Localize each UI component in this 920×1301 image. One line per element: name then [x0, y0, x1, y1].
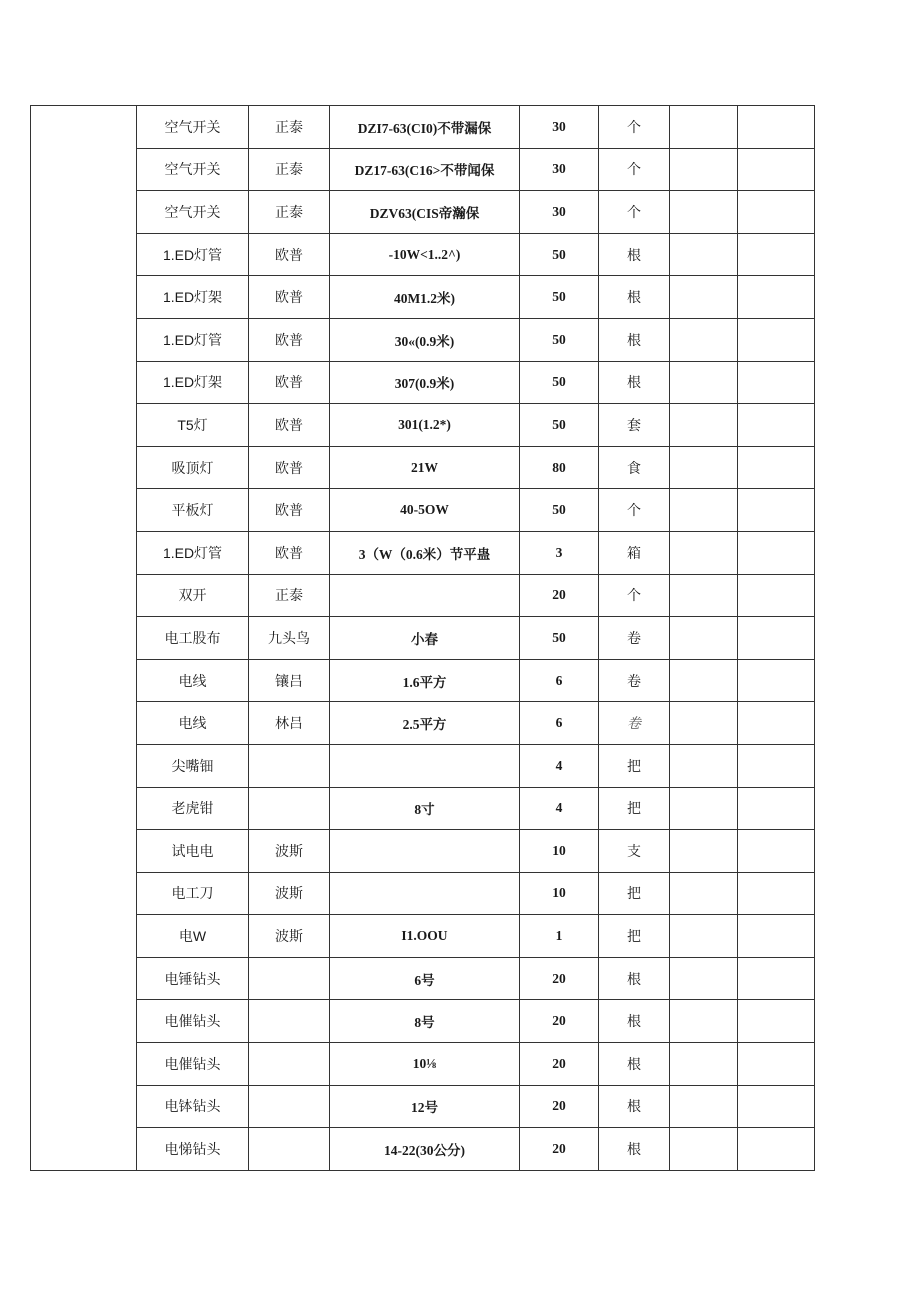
spec-cell: 12号	[330, 1085, 520, 1128]
quantity-cell: 80	[520, 446, 599, 489]
quantity-cell: 6	[520, 702, 599, 745]
price-cell	[670, 787, 738, 830]
brand-cell	[249, 744, 330, 787]
table-row	[31, 531, 815, 574]
spec-cell: 小春	[330, 617, 520, 660]
brand-cell: 正泰	[249, 191, 330, 234]
spec-cell: DZI7-63(CI0)不带漏保	[330, 106, 520, 149]
item-name-cell: 电工股布	[137, 617, 249, 660]
unit-cell: 根	[599, 957, 670, 1000]
price-cell	[670, 446, 738, 489]
quantity-cell: 4	[520, 787, 599, 830]
brand-cell	[249, 787, 330, 830]
table-row	[31, 191, 815, 234]
item-name-cell: 吸顶灯	[137, 446, 249, 489]
price-cell	[670, 617, 738, 660]
remark-cell	[738, 744, 815, 787]
item-name-cell: 电锤钻头	[137, 957, 249, 1000]
remark-cell	[738, 191, 815, 234]
spec-cell: 1.6平方	[330, 659, 520, 702]
item-name-cell: 双开	[137, 574, 249, 617]
table-row	[31, 574, 815, 617]
unit-cell: 个	[599, 489, 670, 532]
item-name-cell: 电工刀	[137, 872, 249, 915]
remark-cell	[738, 1043, 815, 1086]
table-row	[31, 957, 815, 1000]
materials-table-body	[31, 106, 815, 1171]
table-row	[31, 106, 815, 149]
spec-cell: 14-22(30公分)	[330, 1128, 520, 1171]
remark-cell	[738, 106, 815, 149]
price-cell	[670, 276, 738, 319]
quantity-cell: 20	[520, 1043, 599, 1086]
spec-cell: 30«(0.9米)	[330, 318, 520, 361]
brand-cell: 正泰	[249, 574, 330, 617]
remark-cell	[738, 233, 815, 276]
item-name-cell: 电催钻头	[137, 1000, 249, 1043]
price-cell	[670, 830, 738, 873]
unit-cell: 根	[599, 318, 670, 361]
remark-cell	[738, 659, 815, 702]
spec-cell: I1.OOU	[330, 915, 520, 958]
item-name-cell: T5灯	[137, 404, 249, 447]
remark-cell	[738, 1000, 815, 1043]
materials-table	[30, 105, 815, 1171]
brand-cell: 欧普	[249, 276, 330, 319]
price-cell	[670, 659, 738, 702]
spec-cell: -10W<1..2^)	[330, 233, 520, 276]
brand-cell: 欧普	[249, 446, 330, 489]
quantity-cell: 4	[520, 744, 599, 787]
unit-cell: 根	[599, 233, 670, 276]
table-row	[31, 1043, 815, 1086]
table-row	[31, 404, 815, 447]
brand-cell	[249, 1128, 330, 1171]
brand-cell: 正泰	[249, 148, 330, 191]
item-name-cell: 电线	[137, 702, 249, 745]
brand-cell: 欧普	[249, 489, 330, 532]
remark-cell	[738, 404, 815, 447]
remark-cell	[738, 361, 815, 404]
quantity-cell: 20	[520, 957, 599, 1000]
table-row	[31, 702, 815, 745]
unit-cell: 支	[599, 830, 670, 873]
price-cell	[670, 1000, 738, 1043]
spec-cell	[330, 830, 520, 873]
item-name-cell: 平板灯	[137, 489, 249, 532]
item-name-cell: 电W	[137, 915, 249, 958]
spec-cell: 8号	[330, 1000, 520, 1043]
table-row	[31, 787, 815, 830]
unit-cell: 卷	[599, 702, 670, 745]
item-name-cell: 1.ED灯架	[137, 361, 249, 404]
price-cell	[670, 106, 738, 149]
spec-cell: 301(1.2*)	[330, 404, 520, 447]
item-name-cell: 电线	[137, 659, 249, 702]
spec-cell: 2.5平方	[330, 702, 520, 745]
item-name-cell: 电钵钻头	[137, 1085, 249, 1128]
unit-cell: 个	[599, 574, 670, 617]
unit-cell: 卷	[599, 659, 670, 702]
table-row	[31, 318, 815, 361]
price-cell	[670, 191, 738, 234]
remark-cell	[738, 574, 815, 617]
table-row	[31, 744, 815, 787]
quantity-cell: 50	[520, 617, 599, 660]
price-cell	[670, 361, 738, 404]
item-name-cell: 1.ED灯管	[137, 318, 249, 361]
remark-cell	[738, 830, 815, 873]
item-name-cell: 1.ED灯管	[137, 531, 249, 574]
table-row	[31, 659, 815, 702]
price-cell	[670, 744, 738, 787]
brand-cell: 镶吕	[249, 659, 330, 702]
remark-cell	[738, 1128, 815, 1171]
price-cell	[670, 915, 738, 958]
quantity-cell: 20	[520, 1128, 599, 1171]
brand-cell: 欧普	[249, 318, 330, 361]
unit-cell: 把	[599, 915, 670, 958]
unit-cell: 套	[599, 404, 670, 447]
spec-cell	[330, 872, 520, 915]
quantity-cell: 50	[520, 404, 599, 447]
table-row	[31, 233, 815, 276]
quantity-cell: 20	[520, 574, 599, 617]
item-name-cell: 老虎钳	[137, 787, 249, 830]
table-row	[31, 276, 815, 319]
brand-cell: 欧普	[249, 233, 330, 276]
price-cell	[670, 1043, 738, 1086]
quantity-cell: 10	[520, 830, 599, 873]
unit-cell: 把	[599, 872, 670, 915]
item-name-cell: 试电电	[137, 830, 249, 873]
table-row	[31, 1000, 815, 1043]
brand-cell	[249, 1000, 330, 1043]
remark-cell	[738, 702, 815, 745]
price-cell	[670, 531, 738, 574]
unit-cell: 根	[599, 361, 670, 404]
spec-cell: DZ17-63(C16>不带闻保	[330, 148, 520, 191]
quantity-cell: 30	[520, 191, 599, 234]
unit-cell: 箱	[599, 531, 670, 574]
remark-cell	[738, 318, 815, 361]
remark-cell	[738, 915, 815, 958]
category-cell	[31, 106, 137, 1171]
unit-cell: 个	[599, 106, 670, 149]
spec-cell: 6号	[330, 957, 520, 1000]
brand-cell: 欧普	[249, 361, 330, 404]
price-cell	[670, 489, 738, 532]
quantity-cell: 20	[520, 1085, 599, 1128]
materials-sheet	[30, 105, 815, 1171]
item-name-cell: 尖嘴钿	[137, 744, 249, 787]
table-row	[31, 915, 815, 958]
quantity-cell: 10	[520, 872, 599, 915]
unit-cell: 根	[599, 1000, 670, 1043]
spec-cell	[330, 574, 520, 617]
unit-cell: 食	[599, 446, 670, 489]
unit-cell: 个	[599, 148, 670, 191]
price-cell	[670, 318, 738, 361]
brand-cell: 欧普	[249, 531, 330, 574]
table-row	[31, 489, 815, 532]
remark-cell	[738, 787, 815, 830]
spec-cell: 307(0.9米)	[330, 361, 520, 404]
remark-cell	[738, 489, 815, 532]
table-row	[31, 872, 815, 915]
item-name-cell: 空气开关	[137, 191, 249, 234]
quantity-cell: 3	[520, 531, 599, 574]
unit-cell: 根	[599, 276, 670, 319]
quantity-cell: 50	[520, 361, 599, 404]
brand-cell: 正泰	[249, 106, 330, 149]
spec-cell: 10⅛	[330, 1043, 520, 1086]
remark-cell	[738, 446, 815, 489]
quantity-cell: 50	[520, 489, 599, 532]
unit-cell: 根	[599, 1085, 670, 1128]
spec-cell: DZV63(CIS帝瀚保	[330, 191, 520, 234]
item-name-cell: 空气开关	[137, 148, 249, 191]
remark-cell	[738, 957, 815, 1000]
quantity-cell: 50	[520, 318, 599, 361]
quantity-cell: 50	[520, 276, 599, 319]
remark-cell	[738, 276, 815, 319]
item-name-cell: 1.ED灯架	[137, 276, 249, 319]
spec-cell: 40M1.2米)	[330, 276, 520, 319]
item-name-cell: 空气开关	[137, 106, 249, 149]
brand-cell: 波斯	[249, 872, 330, 915]
brand-cell: 波斯	[249, 830, 330, 873]
brand-cell	[249, 1043, 330, 1086]
spec-cell: 40-5OW	[330, 489, 520, 532]
brand-cell: 九头鸟	[249, 617, 330, 660]
price-cell	[670, 574, 738, 617]
quantity-cell: 1	[520, 915, 599, 958]
table-row	[31, 446, 815, 489]
quantity-cell: 6	[520, 659, 599, 702]
quantity-cell: 30	[520, 148, 599, 191]
quantity-cell: 20	[520, 1000, 599, 1043]
unit-cell: 根	[599, 1128, 670, 1171]
remark-cell	[738, 872, 815, 915]
unit-cell: 个	[599, 191, 670, 234]
item-name-cell: 电催钻头	[137, 1043, 249, 1086]
price-cell	[670, 872, 738, 915]
spec-cell	[330, 744, 520, 787]
price-cell	[670, 957, 738, 1000]
brand-cell	[249, 957, 330, 1000]
brand-cell: 波斯	[249, 915, 330, 958]
price-cell	[670, 148, 738, 191]
unit-cell: 卷	[599, 617, 670, 660]
table-row	[31, 830, 815, 873]
price-cell	[670, 1128, 738, 1171]
price-cell	[670, 1085, 738, 1128]
spec-cell: 21W	[330, 446, 520, 489]
unit-cell: 把	[599, 787, 670, 830]
spec-cell: 8寸	[330, 787, 520, 830]
remark-cell	[738, 1085, 815, 1128]
remark-cell	[738, 617, 815, 660]
price-cell	[670, 233, 738, 276]
table-row	[31, 361, 815, 404]
table-row	[31, 1085, 815, 1128]
item-name-cell: 1.ED灯管	[137, 233, 249, 276]
price-cell	[670, 702, 738, 745]
remark-cell	[738, 531, 815, 574]
remark-cell	[738, 148, 815, 191]
quantity-cell: 50	[520, 233, 599, 276]
spec-cell: 3（W（0.6米）节平蛊	[330, 531, 520, 574]
table-row	[31, 617, 815, 660]
item-name-cell: 电悌钻头	[137, 1128, 249, 1171]
table-row	[31, 1128, 815, 1171]
quantity-cell: 30	[520, 106, 599, 149]
brand-cell: 欧普	[249, 404, 330, 447]
brand-cell	[249, 1085, 330, 1128]
price-cell	[670, 404, 738, 447]
unit-cell: 根	[599, 1043, 670, 1086]
brand-cell: 林吕	[249, 702, 330, 745]
unit-cell: 把	[599, 744, 670, 787]
table-row	[31, 148, 815, 191]
